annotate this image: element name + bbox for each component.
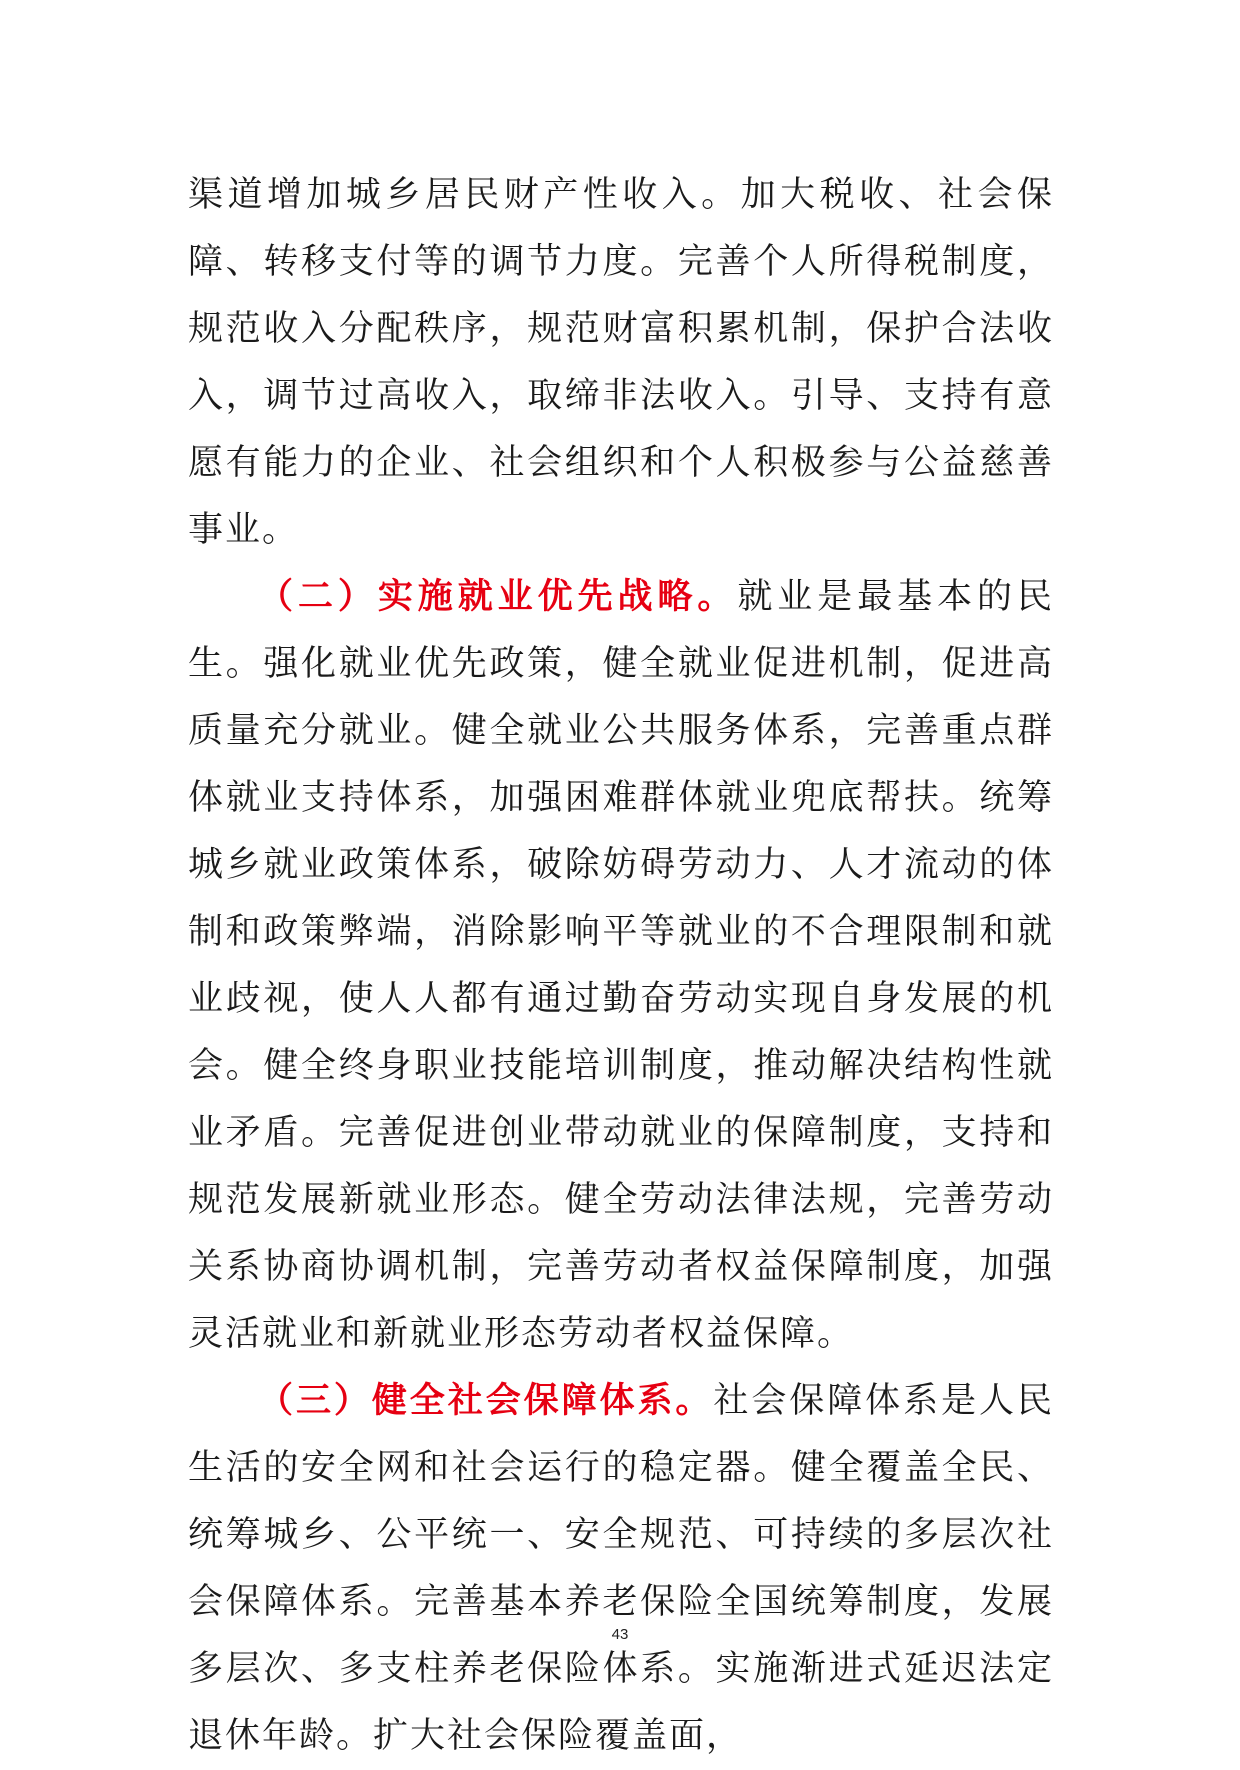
paragraph-text: 就业是最基本的民生。强化就业优先政策，健全就业促进机制，促进高质量充分就业。健全就业公共服务体系，完善重点群体就业支持体系，加强困难群体就业兜底帮扶。统筹城乡就业政策体系，破除妨碍劳动力、人才流动的体制和政策弊端，消除影响平等就业的不合理限制和就业歧视，使人人都有通过勤奋劳动实现自身发展的机会。健全终身职业技能培训制度，推动解决结构性就业矛盾。完善促进创业带动就业的保障制度，支持和规范发展新就业形态。健全劳动法律法规，完善劳动关系协商协调机制，完善劳动者权益保障制度，加强灵活就业和新就业形态劳动者权益保障。 <box>188 577 1054 1354</box>
section-heading-social-security: （三）健全社会保障体系。 <box>258 1381 714 1421</box>
body-text <box>188 162 1054 1770</box>
paragraph-social-security <box>188 1368 1054 1770</box>
paragraph-text: 社会保障体系是人民生活的安全网和社会运行的稳定器。健全覆盖全民、统筹城乡、公平统一、安全规范、可持续的多层次社会保障体系。完善基本养老保险全国统筹制度，发展多层次、多支柱养老保险体系。实施渐进式延迟法定退休年龄。扩大社会保险覆盖面， <box>188 1381 1054 1756</box>
paragraph-text: 渠道增加城乡居民财产性收入。加大税收、社会保障、转移支付等的调节力度。完善个人所得税制度，规范收入分配秩序，规范财富积累机制，保护合法收入，调节过高收入，取缔非法收入。引导、支持有意愿有能力的企业、社会组织和个人积极参与公益慈善事业。 <box>188 175 1054 550</box>
page-number: 43 <box>611 1626 629 1643</box>
paragraph-income <box>188 162 1054 564</box>
section-heading-employment: （二）实施就业优先战略。 <box>258 577 738 617</box>
paragraph-employment <box>188 564 1054 1368</box>
